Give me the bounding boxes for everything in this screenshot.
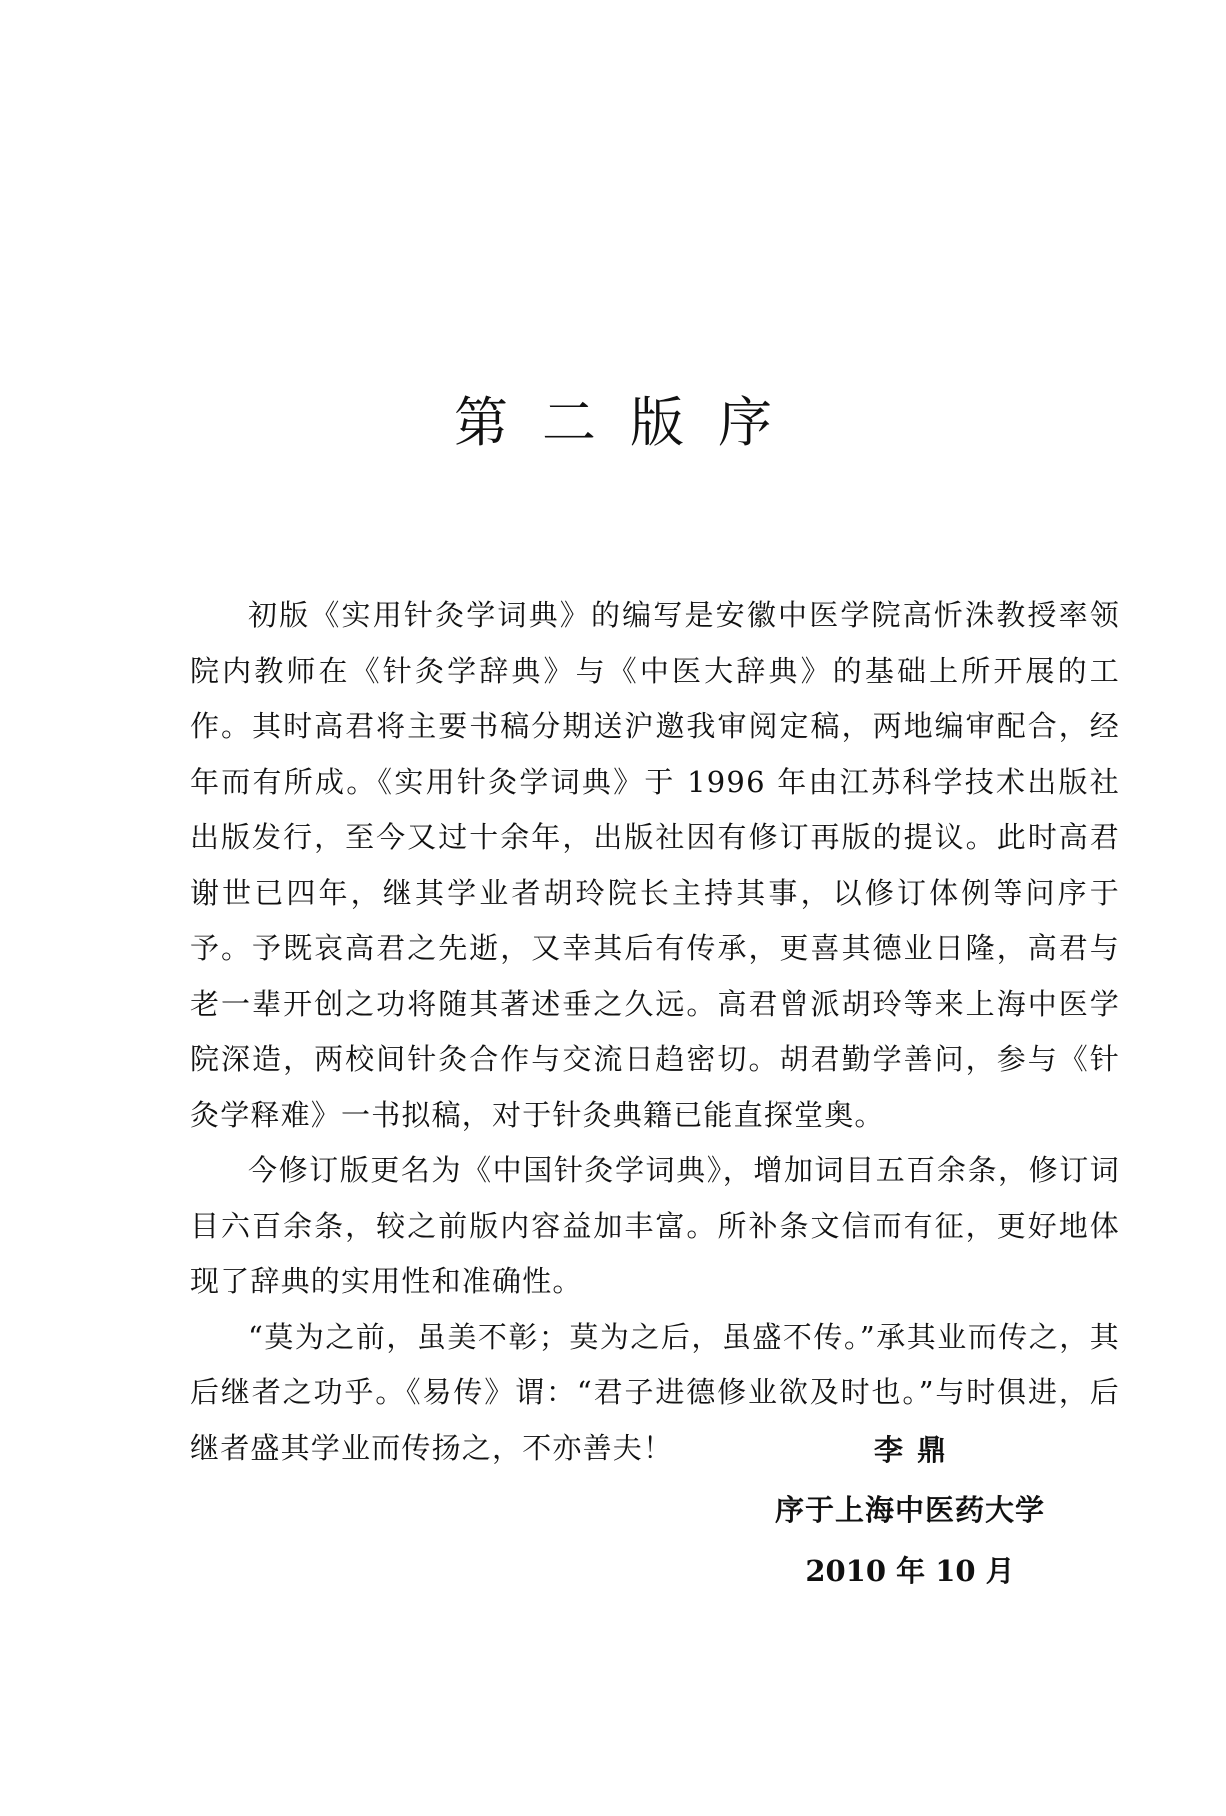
preface-date: 2010 年 10 月	[805, 1554, 1015, 1588]
author-place: 序于上海中医药大学	[774, 1493, 1045, 1527]
paragraph-1: 初版《实用针灸学词典》的编写是安徽中医学院高忻洙教授率领院内教师在《针灸学辞典》与《中医大辞典》的基础上所开展的工作。其时高君将主要书稿分期送沪邀我审阅定稿，两地编审配合，经年而有所成。《实用针灸学词典》于 1996 年由江苏科学技术出版社出版发行，至今又过十余年，出版社因有修订再版的提议。此时高君谢世已四年，继其学业者胡玲院长主持其事，以修订体例等问序于予。予既哀高君之先逝，又幸其后有传承，更喜其德业日隆，高君与老一辈开创之功将随其著述垂之久远。高君曾派胡玲等来上海中医学院深造，两校间针灸合作与交流日趋密切。胡君勤学善问，参与《针灸学释难》一书拟稿，对于针灸典籍已能直探堂奥。	[190, 598, 1120, 1132]
author-name: 李鼎	[873, 1433, 960, 1467]
paragraph-3: “莫为之前，虽美不彰；莫为之后，虽盛不传。”承其业而传之，其后继者之功乎。《易传》谓：“君子进德修业欲及时也。”与时俱进，后继者盛其学业而传扬之，不亦善夫！	[190, 1319, 1120, 1465]
page-title: 第二版序	[454, 391, 806, 454]
paragraph-2: 今修订版更名为《中国针灸学词典》，增加词目五百余条，修订词目六百余条，较之前版内容益加丰富。所补条文信而有征，更好地体现了辞典的实用性和准确性。	[190, 1153, 1120, 1298]
preface-body	[190, 588, 1120, 1476]
